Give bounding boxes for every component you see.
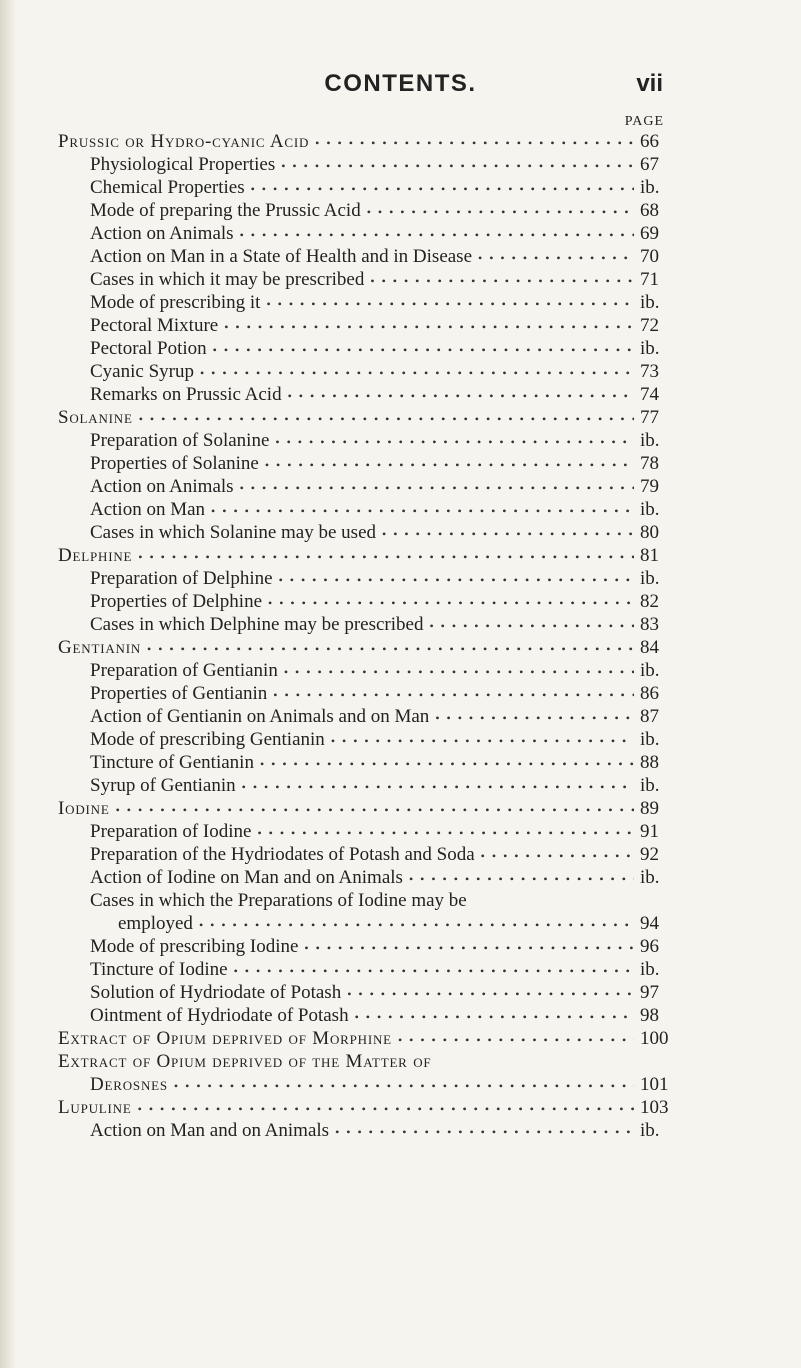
dot-leader xyxy=(275,429,634,454)
toc-entry xyxy=(58,935,670,958)
toc-entry-title: Tincture of Iodine xyxy=(90,959,228,980)
running-head xyxy=(0,70,801,100)
toc-entry-page: ib. xyxy=(640,338,660,359)
toc-entry-page: ib. xyxy=(640,568,660,589)
toc-entry-page: 101 xyxy=(640,1074,669,1095)
toc-entry-page: ib. xyxy=(640,660,660,681)
dot-leader xyxy=(257,820,634,845)
dot-leader xyxy=(355,1004,634,1029)
toc-entry-page: 83 xyxy=(640,614,659,635)
toc-entry xyxy=(58,475,670,498)
toc-entry xyxy=(58,958,670,981)
dot-leader xyxy=(481,843,634,868)
toc-entry xyxy=(58,291,670,314)
toc-entry xyxy=(58,981,670,1004)
dot-leader xyxy=(260,751,634,776)
toc-entry-title: Preparation of Solanine xyxy=(90,430,270,451)
toc-entry xyxy=(58,1073,670,1096)
toc-entry xyxy=(58,613,670,636)
toc-entry xyxy=(58,1027,670,1050)
toc-entry-title: Properties of Solanine xyxy=(90,453,259,474)
page-title: CONTENTS. xyxy=(324,70,477,97)
dot-leader xyxy=(331,728,634,753)
dot-leader xyxy=(224,314,634,339)
page-number: vii xyxy=(636,70,663,97)
toc-entry-page: 89 xyxy=(640,798,659,819)
toc-entry-page: 71 xyxy=(640,269,659,290)
toc-entry-title: Cases in which Solanine may be used xyxy=(90,522,377,543)
toc-entry xyxy=(58,636,670,659)
toc-entry xyxy=(58,199,670,222)
toc-entry-page: 84 xyxy=(640,637,659,658)
dot-leader xyxy=(478,245,634,270)
toc-entry-title: Physiological Properties xyxy=(90,154,276,175)
dot-leader xyxy=(273,682,634,707)
toc-entry xyxy=(58,866,670,889)
toc-entry xyxy=(58,130,670,153)
toc-entry-page: 81 xyxy=(640,545,659,566)
toc-entry xyxy=(58,1050,670,1073)
dot-leader xyxy=(265,452,634,477)
dot-leader xyxy=(251,176,634,201)
dot-leader xyxy=(266,291,634,316)
toc-entry-title: Action on Man in a State of Health and in Disease xyxy=(90,246,473,267)
dot-leader xyxy=(116,797,634,822)
dot-leader xyxy=(382,521,634,546)
toc-entry-page: 94 xyxy=(640,913,659,934)
toc-entry-title: Mode of prescribing it xyxy=(90,292,261,313)
toc-entry-title: Preparation of Gentianin xyxy=(90,660,278,681)
toc-entry xyxy=(58,659,670,682)
toc-entry xyxy=(58,1004,670,1027)
toc-entry-title: Pectoral Potion xyxy=(90,338,207,359)
toc-entry-title: Cases in which Delphine may be prescribed xyxy=(90,614,424,635)
toc-entry-title: Extract of Opium deprived of the Matter of xyxy=(58,1051,432,1072)
toc-entry-page: 66 xyxy=(640,131,659,152)
table-of-contents xyxy=(58,130,670,1142)
toc-entry xyxy=(58,1119,670,1142)
toc-entry xyxy=(58,590,670,613)
toc-entry-page: 69 xyxy=(640,223,659,244)
toc-entry-title: Properties of Delphine xyxy=(90,591,263,612)
toc-entry xyxy=(58,1096,670,1119)
toc-entry-title: Action on Man xyxy=(90,499,206,520)
dot-leader xyxy=(174,1073,634,1098)
toc-entry-page: 78 xyxy=(640,453,659,474)
toc-entry-page: 88 xyxy=(640,752,659,773)
dot-leader xyxy=(240,222,634,247)
toc-entry xyxy=(58,544,670,567)
toc-entry-page: ib. xyxy=(640,775,660,796)
dot-leader xyxy=(315,130,634,155)
dot-leader xyxy=(139,406,634,431)
dot-leader xyxy=(199,912,634,937)
toc-entry-title: Preparation of Iodine xyxy=(90,821,252,842)
toc-entry-page: ib. xyxy=(640,292,660,313)
toc-entry-title: employed xyxy=(118,913,193,934)
dot-leader xyxy=(211,498,634,523)
toc-entry-title: Delphine xyxy=(58,545,133,566)
toc-entry-title: Action on Man and on Animals xyxy=(90,1120,330,1141)
toc-entry xyxy=(58,682,670,705)
toc-entry-page: 103 xyxy=(640,1097,669,1118)
toc-entry-title: Iodine xyxy=(58,798,110,819)
dot-leader xyxy=(138,544,634,569)
toc-entry xyxy=(58,222,670,245)
toc-entry-title: Mode of preparing the Prussic Acid xyxy=(90,200,361,221)
toc-entry-page: 97 xyxy=(640,982,659,1003)
toc-entry-title: Preparation of the Hydriodates of Potash and Soda xyxy=(90,844,475,865)
toc-entry-title: Remarks on Prussic Acid xyxy=(90,384,282,405)
toc-entry-title: Ointment of Hydriodate of Potash xyxy=(90,1005,349,1026)
toc-entry xyxy=(58,843,670,866)
dot-leader xyxy=(429,613,634,638)
dot-leader xyxy=(347,981,634,1006)
toc-entry-title: Tincture of Gentianin xyxy=(90,752,254,773)
toc-entry-page: ib. xyxy=(640,729,660,750)
toc-entry-title: Properties of Gentianin xyxy=(90,683,268,704)
toc-entry-title: Cases in which it may be prescribed xyxy=(90,269,365,290)
dot-leader xyxy=(213,337,634,362)
toc-entry-title: Solanine xyxy=(58,407,133,428)
toc-entry xyxy=(58,705,670,728)
dot-leader xyxy=(304,935,634,960)
toc-entry xyxy=(58,820,670,843)
dot-leader xyxy=(435,705,634,730)
toc-entry-page: 72 xyxy=(640,315,659,336)
toc-entry-title: Gentianin xyxy=(58,637,142,658)
dot-leader xyxy=(288,383,634,408)
dot-leader xyxy=(370,268,634,293)
toc-entry xyxy=(58,268,670,291)
dot-leader xyxy=(200,360,634,385)
toc-entry-page: 77 xyxy=(640,407,659,428)
toc-entry-title: Action on Animals xyxy=(90,223,234,244)
dot-leader xyxy=(268,590,634,615)
toc-entry xyxy=(58,774,670,797)
toc-entry xyxy=(58,498,670,521)
toc-entry xyxy=(58,245,670,268)
page-column-label: PAGE xyxy=(624,114,664,129)
toc-entry xyxy=(58,567,670,590)
toc-entry-page: 82 xyxy=(640,591,659,612)
toc-entry-page: 86 xyxy=(640,683,659,704)
dot-leader xyxy=(240,475,634,500)
toc-entry-page: ib. xyxy=(640,177,660,198)
dot-leader xyxy=(409,866,634,891)
toc-entry-page: ib. xyxy=(640,959,660,980)
toc-entry-page: ib. xyxy=(640,867,660,888)
toc-entry xyxy=(58,521,670,544)
dot-leader xyxy=(147,636,634,661)
toc-entry-page: 100 xyxy=(640,1028,669,1049)
toc-entry xyxy=(58,337,670,360)
toc-entry xyxy=(58,728,670,751)
toc-entry xyxy=(58,406,670,429)
toc-entry xyxy=(58,314,670,337)
toc-entry xyxy=(58,176,670,199)
dot-leader xyxy=(367,199,634,224)
dot-leader xyxy=(335,1119,634,1144)
toc-entry-title: Cases in which the Preparations of Iodine may be xyxy=(90,890,467,911)
toc-entry-page: 96 xyxy=(640,936,659,957)
toc-entry-title: Lupuline xyxy=(58,1097,132,1118)
toc-entry-title: Solution of Hydriodate of Potash xyxy=(90,982,342,1003)
toc-entry xyxy=(58,797,670,820)
toc-entry-page: 80 xyxy=(640,522,659,543)
toc-entry xyxy=(58,153,670,176)
toc-entry-title: Preparation of Delphine xyxy=(90,568,273,589)
toc-entry xyxy=(58,383,670,406)
toc-entry-title: Mode of prescribing Gentianin xyxy=(90,729,325,750)
dot-leader xyxy=(242,774,634,799)
toc-entry-page: ib. xyxy=(640,1120,660,1141)
toc-entry-page: ib. xyxy=(640,430,660,451)
toc-entry-page: 98 xyxy=(640,1005,659,1026)
toc-entry-title: Derosnes xyxy=(90,1074,168,1095)
toc-entry xyxy=(58,452,670,475)
toc-entry xyxy=(58,429,670,452)
toc-entry-page: 92 xyxy=(640,844,659,865)
toc-entry xyxy=(58,912,670,935)
dot-leader xyxy=(281,153,634,178)
toc-entry-title: Mode of prescribing Iodine xyxy=(90,936,299,957)
dot-leader xyxy=(398,1027,634,1052)
toc-entry-title: Pectoral Mixture xyxy=(90,315,219,336)
dot-leader xyxy=(279,567,634,592)
toc-entry-title: Prussic or Hydro-cyanic Acid xyxy=(58,131,310,152)
toc-entry-title: Cyanic Syrup xyxy=(90,361,194,382)
toc-entry-page: 67 xyxy=(640,154,659,175)
dot-leader xyxy=(284,659,634,684)
toc-entry-page: 68 xyxy=(640,200,659,221)
toc-entry xyxy=(58,360,670,383)
toc-entry-page: 79 xyxy=(640,476,659,497)
toc-entry-title: Chemical Properties xyxy=(90,177,245,198)
toc-entry-title: Action on Animals xyxy=(90,476,234,497)
toc-entry-page: 87 xyxy=(640,706,659,727)
dot-leader xyxy=(234,958,634,983)
toc-entry-title: Action of Gentianin on Animals and on Man xyxy=(90,706,430,727)
toc-entry-page: 74 xyxy=(640,384,659,405)
toc-entry xyxy=(58,751,670,774)
dot-leader xyxy=(138,1096,634,1121)
toc-entry-page: ib. xyxy=(640,499,660,520)
toc-entry-page: 91 xyxy=(640,821,659,842)
page-binding-edge xyxy=(0,0,16,1368)
toc-entry-page: 70 xyxy=(640,246,659,267)
toc-entry-title: Extract of Opium deprived of Morphine xyxy=(58,1028,392,1049)
toc-entry xyxy=(58,889,670,912)
toc-entry-page: 73 xyxy=(640,361,659,382)
toc-entry-title: Syrup of Gentianin xyxy=(90,775,236,796)
toc-entry-title: Action of Iodine on Man and on Animals xyxy=(90,867,403,888)
